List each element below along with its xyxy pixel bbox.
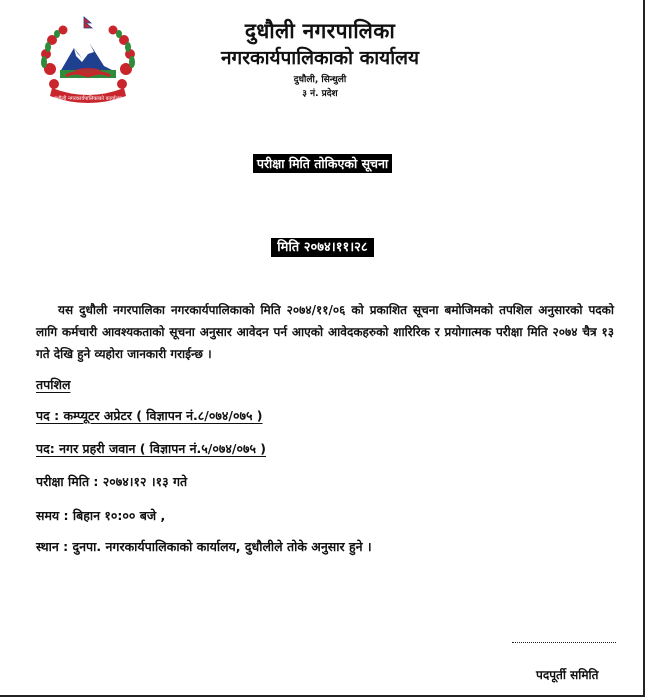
signature-line: [512, 636, 616, 643]
post-municipal-police: पद: नगर प्रहरी जवान ( विज्ञापन नं.५/०७४/०७५ ): [36, 441, 267, 456]
nepal-emblem-icon: [30, 14, 146, 112]
paragraph-text: यस दुधौली नगरपालिका नगरकार्यपालिकाको मिति २०७४/११/०६ को प्रकाशित सूचना बमोजिमको तपशिल अनुसारको पदको लागि कर्मचारी आवश्यकताको सूचना अनुसार आवेदन पर्न आएको आवेदकहरुको शारिरिक र प्रयोगात्मक परीक्षा मिति २०७४ चैत्र १३ गते देखि हुने व्यहोरा जानकारी गराईन्छ ।: [36, 303, 614, 361]
post-computer-operator: पद : कम्प्यूटर अप्रेटर ( विज्ञापन नं.८/०७४/०७५ ): [36, 408, 263, 423]
notice-title-wrap: [0, 153, 645, 173]
details-heading: तपशिल: [36, 377, 71, 392]
exam-venue: स्थान : दुनपा. नगरकार्यपालिकाको कार्यालय, दुधौलीले तोके अनुसार हुने ।: [36, 539, 372, 554]
exam-time: समय : बिहान १०:०० बजे ,: [36, 508, 166, 523]
exam-date: परीक्षा मिति : २०७४।१२ ।१३ गते: [36, 474, 188, 489]
letterhead: [170, 18, 470, 100]
province: ३ नं. प्रदेश: [302, 89, 338, 99]
notice-paragraph: [36, 299, 614, 365]
notice-title: परीक्षा मिति तोकिएको सूचना: [253, 154, 392, 173]
notice-date: मिति २०७४।११।२८: [271, 238, 373, 257]
notice-date-wrap: [0, 236, 645, 257]
municipality-name: दुधौली नगरपालिका: [244, 19, 396, 43]
office-location: दुधौली, सिन्धुली: [293, 75, 347, 85]
office-name: नगरकार्यपालिकाको कार्यालय: [220, 47, 420, 69]
emblem-ring-text: दुधौली नगरकार्यपालिकाको कार्यालय: [54, 96, 122, 102]
signature-label: पदपूर्ती समिति: [536, 668, 599, 682]
